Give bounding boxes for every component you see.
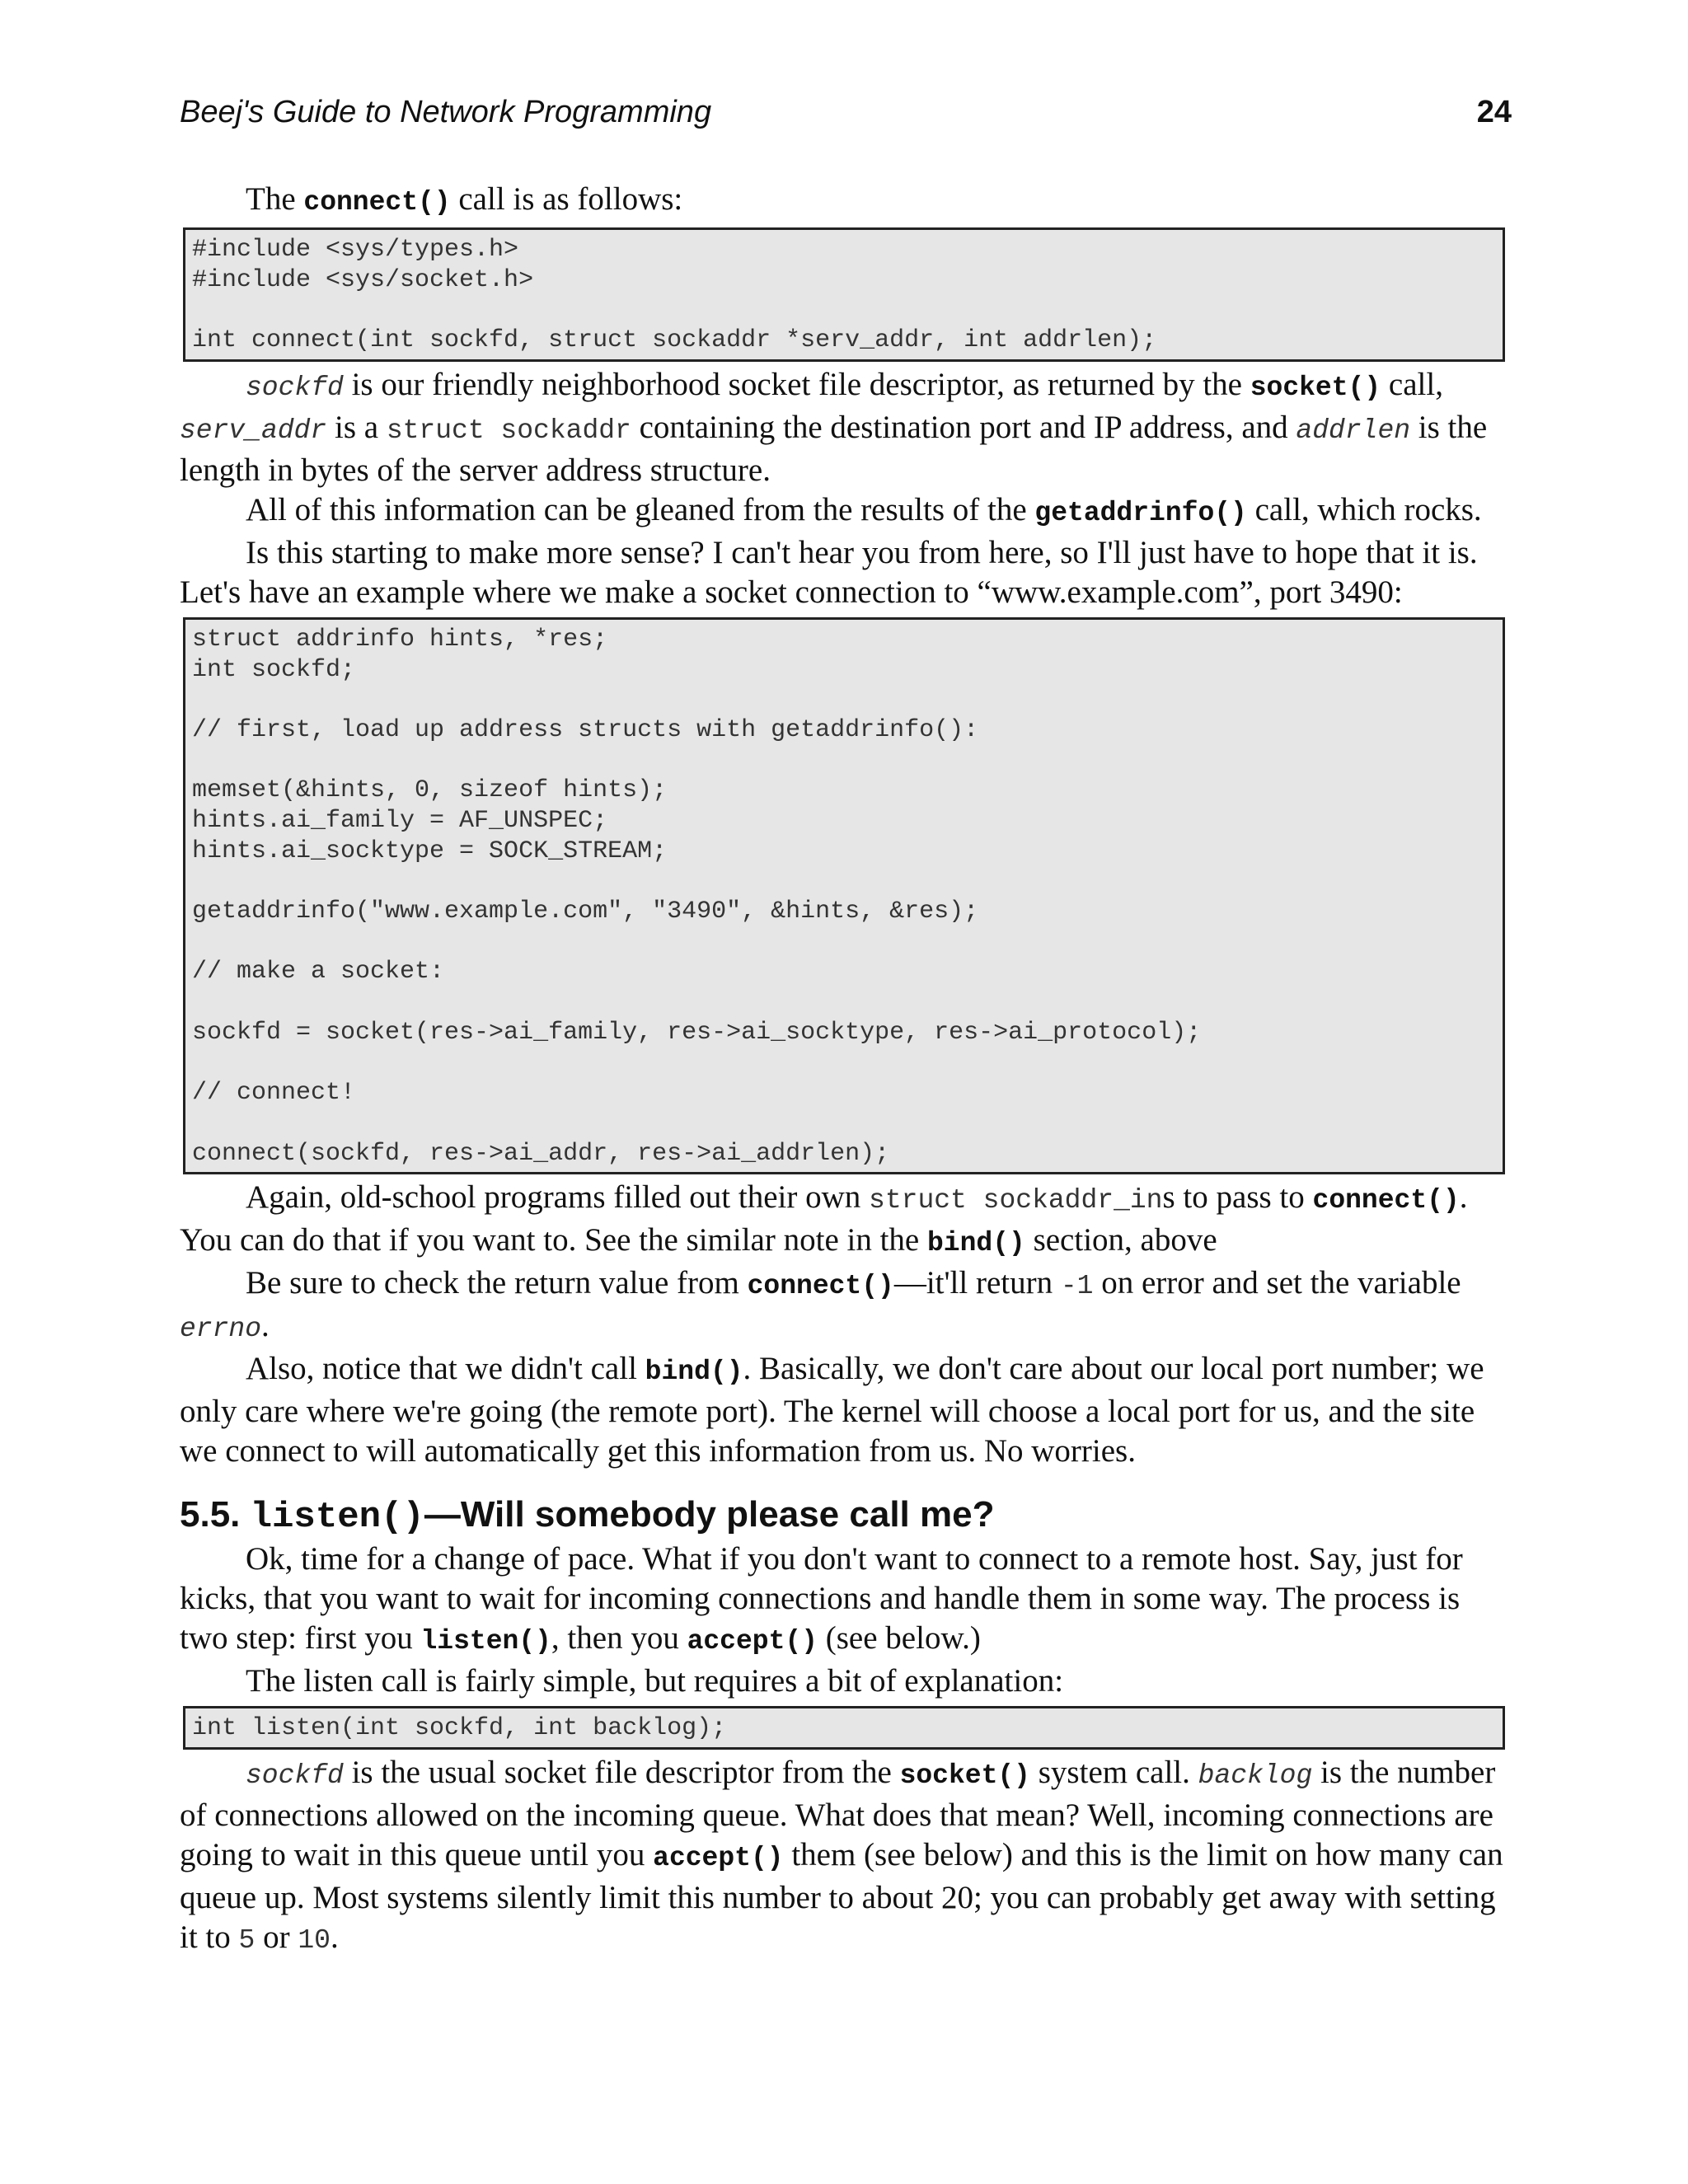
code-line: hints.ai_socktype = SOCK_STREAM;: [192, 837, 668, 865]
code-line: #include <sys/types.h>: [192, 236, 519, 264]
inline-code: accept(): [687, 1626, 818, 1657]
code-block-listen: [183, 1706, 1505, 1750]
heading-code: listen(): [250, 1497, 424, 1539]
paragraph-sockfd: sockfd is our friendly neighborhood socket file descriptor, as returned by the socket() call, serv_addr is a struct sockaddr containing the destination port and IP address, and addrlen is the length in bytes of the server address structure.: [180, 366, 1488, 488]
code-line: [192, 295, 1496, 326]
code-block-example: [183, 617, 1505, 1175]
code-line: sockfd = socket(res->ai_family, res->ai_socktype, res->ai_protocol);: [192, 1018, 1202, 1047]
inline-code: socket(): [899, 1760, 1030, 1792]
paragraph-change-of-pace: Ok, time for a change of pace. What if you don't want to connect to a remote host. Say, just for kicks, that you want to wait for incoming connections and handle them in some way. The process is two step: first you listen(), then you accept() (see below.): [180, 1541, 1463, 1657]
inline-code-type: struct sockaddr_in: [869, 1185, 1163, 1216]
paragraph-oldschool: Again, old-school programs filled out their own struct sockaddr_ins to pass to connect(). You can do that if you want to. See the similar note in the bind() section, above: [180, 1179, 1468, 1259]
inline-code: connect(): [303, 187, 451, 218]
section-heading-listen: 5.5. listen()—Will somebody please call me?: [180, 1494, 995, 1539]
paragraph-listen-intro: The listen call is fairly simple, but requires a bit of explanation:: [246, 1663, 1064, 1699]
inline-code-value: 5: [238, 1925, 256, 1957]
inline-code: bind(): [645, 1357, 743, 1388]
inline-code-param: sockfd: [246, 372, 344, 403]
paragraph-gleaned: All of this information can be gleaned from the results of the getaddrinfo() call, which rocks.: [246, 491, 1482, 528]
document-page: [180, 92, 1512, 1961]
inline-code: listen(): [420, 1626, 551, 1657]
code-line: [192, 746, 1496, 776]
running-header: [180, 92, 1512, 140]
code-line: [192, 1108, 1496, 1139]
code-line: getaddrinfo("www.example.com", "3490", &hints, &res);: [192, 898, 979, 926]
page-number: 24: [1476, 95, 1512, 129]
inline-code-param: serv_addr: [180, 415, 327, 446]
code-line: [192, 927, 1496, 958]
code-line: // make a socket:: [192, 958, 445, 987]
inline-code-param: addrlen: [1296, 415, 1411, 446]
paragraph-no-bind: Also, notice that we didn't call bind(). Basically, we don't care about our local port number; we only care where we're going (the remote port). The kernel will choose a local port for us, and the site we connect to will automatically get this information from us. No worries.: [180, 1351, 1484, 1469]
inline-code-value: 10: [298, 1925, 331, 1957]
code-line: int connect(int sockfd, struct sockaddr *serv_addr, int addrlen);: [192, 326, 1157, 355]
code-line: [192, 866, 1496, 897]
inline-code-param: errno: [180, 1314, 262, 1345]
paragraph-backlog: sockfd is the usual socket file descriptor from the socket() system call. backlog is the number of connections allowed on the incoming queue. What does that mean? Well, incoming connections are going to wait in this queue until you accept() them (see below) and this is the limit on how many can queue up. Most systems silently limit this number to about 20; you can probably get away with setting it to 5 or 10.: [180, 1755, 1503, 1957]
inline-code: bind(): [926, 1228, 1025, 1259]
code-line: [192, 685, 1496, 715]
book-title: Beej's Guide to Network Programming: [180, 95, 712, 129]
code-line: struct addrinfo hints, *res;: [192, 625, 608, 654]
code-line: memset(&hints, 0, sizeof hints);: [192, 776, 668, 805]
code-line: // first, load up address structs with getaddrinfo():: [192, 715, 979, 744]
code-line: [192, 1048, 1496, 1079]
code-line: [192, 987, 1496, 1018]
inline-code: connect(): [747, 1271, 894, 1302]
code-line: #include <sys/socket.h>: [192, 265, 534, 294]
inline-code: connect(): [1312, 1185, 1460, 1216]
paragraph-return-value: Be sure to check the return value from connect()—it'll return -1 on error and set the variable errno.: [180, 1265, 1461, 1345]
code-line: // connect!: [192, 1079, 356, 1108]
code-line: int listen(int sockfd, int backlog);: [192, 1714, 727, 1743]
inline-code: socket(): [1250, 372, 1381, 403]
paragraph-connect-intro: The connect() call is as follows:: [246, 181, 683, 218]
inline-code-param: sockfd: [246, 1760, 344, 1792]
inline-code: getaddrinfo(): [1034, 497, 1247, 528]
inline-code: accept(): [653, 1843, 784, 1874]
inline-code-type: struct sockaddr: [386, 415, 631, 446]
code-block-connect: [183, 227, 1505, 362]
paragraph-example-intro: Is this starting to make more sense? I can't hear you from here, so I'll just have to hope that it is. Let's have an example where we make a socket connection to “www.example.com”, port 3490:: [180, 534, 1478, 610]
code-line: int sockfd;: [192, 655, 356, 684]
code-line: connect(sockfd, res->ai_addr, res->ai_addrlen);: [192, 1139, 890, 1168]
inline-code-value: -1: [1060, 1271, 1094, 1302]
inline-code-param: backlog: [1198, 1760, 1313, 1792]
code-line: hints.ai_family = AF_UNSPEC;: [192, 806, 608, 835]
